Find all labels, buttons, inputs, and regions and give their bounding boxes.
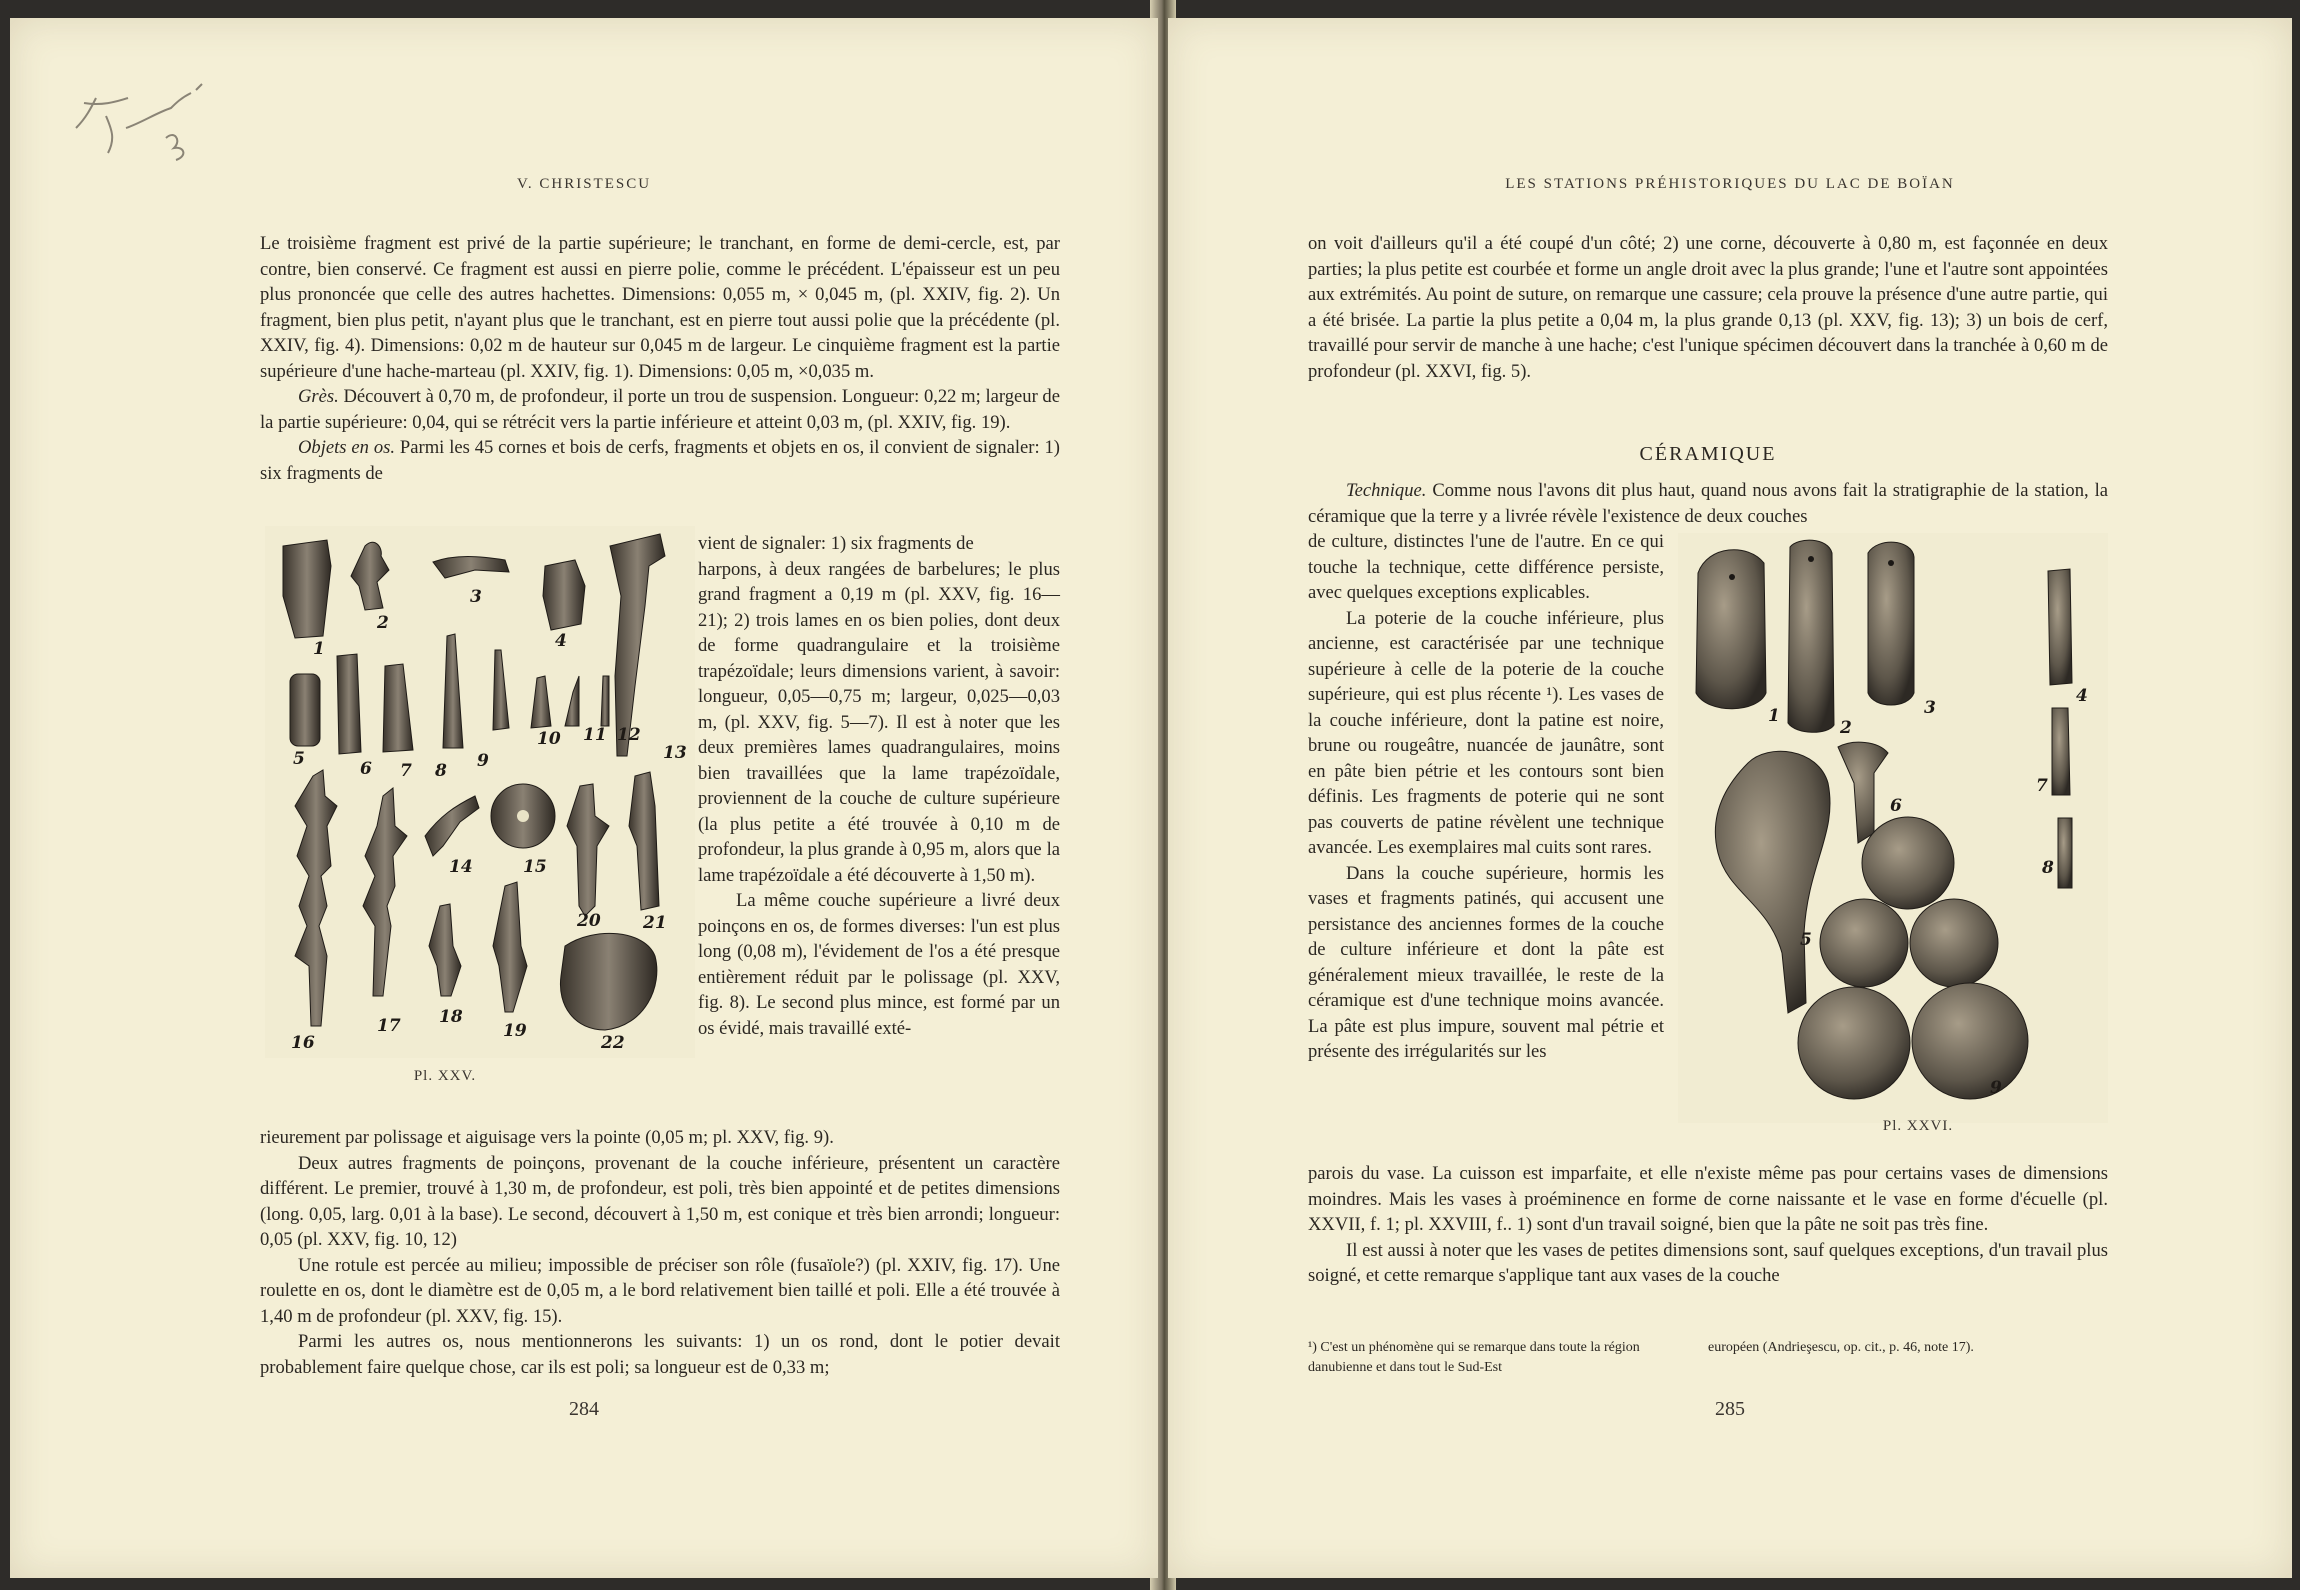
- fig-no-22: 22: [601, 1033, 625, 1053]
- fig-no-18: 18: [439, 1007, 463, 1027]
- paragraph: La même couche supérieure a livré deux poinçons en os, de formes diverses: l'un est plus long (0,08 m), l'évidement de l'os a été presque entièrement réduit par le polissage (pl. XXV, fig. 8). Le second plus mince, est formé par un os évidé, mais travaillé exté-: [698, 890, 1060, 1039]
- fig-no-7: 7: [2036, 776, 2048, 796]
- plate-caption: Pl. XXV.: [413, 1068, 477, 1084]
- right-side-text: [1308, 529, 1664, 1065]
- fig-no-2: 2: [1840, 718, 1852, 738]
- fig-no-14: 14: [449, 857, 473, 877]
- fig-no-1: 1: [313, 639, 325, 659]
- plate-xxvi: [1678, 533, 2108, 1123]
- fig-no-6: 6: [360, 759, 372, 779]
- fig-no-9: 9: [1990, 1078, 2002, 1098]
- fig-no-5: 5: [293, 749, 305, 769]
- paragraph: Une rotule est percée au milieu; impossible de préciser son rôle (fusaïole?) (pl. XXIV, fig. 17). Une roulette en os, dont le diamètre est de 0,05 m, a le bord relativement bien taillé et poli. Elle a été trouvée à 1,40 m de profondeur (pl. XXV, fig. 15).: [260, 1254, 1060, 1327]
- paragraph-os: Objets en os. Parmi les 45 cornes et bois de cerfs, fragments et objets en os, il convient de signaler: 1) six fragments de: [260, 437, 1060, 484]
- left-page: [10, 18, 1158, 1578]
- fig-no-16: 16: [291, 1033, 315, 1053]
- fig-no-12: 12: [617, 725, 641, 745]
- fig-no-4: 4: [555, 631, 567, 651]
- running-head: V. CHRISTESCU: [516, 176, 652, 192]
- right-top-text: [1308, 231, 2108, 384]
- paragraph: Dans la couche supérieure, hormis les vases et fragments patinés, qui accusent une persistance des anciennes formes de la couche de culture inférieure et dont la pâte est généralement mieux travaillée, le reste de la céramique est d'une technique moins avancée. La pâte est plus impure, souvent mal pétrie et présente des irrégularités sur les: [1308, 862, 1664, 1062]
- paragraph-gres: Grès. Découvert à 0,70 m, de profondeur, il porte un trou de suspension. Longueur: 0,22 m; largeur de la partie supérieure: 0,04, qui se rétrécit vers la partie inférieure et atteint 0,03 m, (pl. XXIV, fig. 19).: [260, 386, 1060, 433]
- paragraph: de culture, distinctes l'une de l'autre. En ce qui touche la technique, cette différence persiste, avec quelques exceptions explicables.: [1308, 531, 1664, 603]
- left-side-text: [698, 531, 1060, 1041]
- page-number: 285: [1715, 1398, 1745, 1420]
- fig-no-15: 15: [523, 857, 547, 877]
- fig-no-1: 1: [1768, 706, 1780, 726]
- section-title: CÉRAMIQUE: [1639, 443, 1777, 465]
- fig-no-3: 3: [1924, 698, 1936, 718]
- running-head: LES STATIONS PRÉHISTORIQUES DU LAC DE BOÏAN: [1505, 176, 1955, 192]
- fig-no-3: 3: [470, 587, 482, 607]
- right-page: [1168, 18, 2292, 1578]
- fig-no-19: 19: [503, 1021, 527, 1041]
- italic-label: Objets en os.: [298, 437, 396, 458]
- paragraph: harpons, à deux rangées de barbelures; le plus grand fragment a 0,19 m (pl. XXV, fig. 16—21); 2) trois lames en os bien polies, dont deux de forme quadrangulaire et la troisième trapézoïdale; leurs dimensions varient, à savoir: longueur, 0,05—0,75 m; largeur, 0,025—0,03 m, (pl. XXV, fig. 5—7). Il est à noter que les deux premières lames quadrangulaires, moins bien travaillées que la lame trapézoïdale, proviennent de la couche de culture supérieure (la plus petite a été trouvée à 0,10 m de profondeur, la plus grande à 0,95 m, alors que la lame trapézoïdale a été découverte à 1,50 m).: [698, 558, 1060, 886]
- fig-no-2: 2: [377, 613, 389, 633]
- paragraph: Deux autres fragments de poinçons, provenant de la couche inférieure, présentent un caractère différent. Le premier, trouvé à 1,30 m, de profondeur, est poli, très bien appointé et de petites dimensions (long. 0,05, larg. 0,01 à la base). Le second, découvert à 1,50 m, est conique et très bien arrondi; longueur: 0,05 (pl. XXV, fig. 10, 12): [260, 1152, 1060, 1250]
- paragraph: Le troisième fragment est privé de la partie supérieure; le tranchant, en forme de demi-cercle, est, par contre, bien conservé. Ce fragment est aussi en pierre polie, comme le précédent. L'épaisseur est un peu plus prononcée que celle des autres hachettes. Dimensions: 0,055 m, × 0,045 m, (pl. XXIV, fig. 2). Un fragment, bien plus petit, n'ayant plus que le tranchant, est en pierre tout aussi polie que la précédente (pl. XXIV, fig. 4). Dimensions: 0,02 m de hauteur sur 0,045 m de largeur. Le cinquième fragment est la partie supérieure d'une hache-marteau (pl. XXIV, fig. 1). Dimensions: 0,05 m, ×0,035 m.: [260, 233, 1060, 382]
- left-bottom-text: [260, 1125, 1060, 1380]
- plate-xxv-image: [265, 526, 695, 1058]
- paragraph: La poterie de la couche inférieure, plus ancienne, est caractérisée par une technique supérieure à celle de la poterie de la couche supérieure, qui est plus récente ¹). Les vases de la couche inférieure, dont la patine est noire, brune ou rougeâtre, nuancée de jaunâtre, sont en pâte bien pétrie et les contours sont bien définis. Les fragments de poterie qui ne sont pas couverts de patine révèlent une technique avancée. Les exemplaires mal cuits sont rares.: [1308, 607, 1664, 858]
- fig-no-17: 17: [377, 1016, 401, 1036]
- paragraph: on voit d'ailleurs qu'il a été coupé d'un côté; 2) une corne, découverte à 0,80 m, est façonnée en deux parties; la plus petite est courbée et forme un angle droit avec la plus grande; l'une et l'autre sont appointées aux extrémités. Au point de suture, on remarque une cassure; cela prouve la présence d'une autre partie, qui a été brisée. La partie la plus petite a 0,04 m, la plus grande 0,13 (pl. XXV, fig. 13); 3) un bois de cerf, travaillé pour servir de manche à une hache; c'est l'unique spécimen découvert dans la tranchée à 0,60 m de profondeur (pl. XXVI, fig. 5).: [1308, 233, 2108, 382]
- plate-caption: Pl. XXVI.: [1882, 1118, 1954, 1134]
- footnote-right: européen (Andrieşescu, op. cit., p. 46, note 17).: [1708, 1340, 1974, 1355]
- fig-no-7: 7: [400, 761, 412, 781]
- italic-label: Technique.: [1346, 480, 1427, 501]
- plate-xxv: [265, 526, 695, 1058]
- paragraph-technique: Technique. Comme nous l'avons dit plus haut, quand nous avons fait la stratigraphie de la station, la céramique que la terre y a livrée révèle l'existence de deux couches: [1308, 480, 2108, 527]
- fig-no-8: 8: [435, 761, 447, 781]
- italic-label: Grès.: [298, 386, 339, 407]
- paragraph: Parmi les autres os, nous mentionnerons les suivants: 1) un os rond, dont le potier devait probablement faire quelque chose, car ils est poli; sa longueur est de 0,33 m;: [260, 1331, 1060, 1378]
- paragraph: vient de signaler: 1) six fragments de: [698, 533, 974, 554]
- left-top-text: [260, 231, 1060, 486]
- right-technique-text: [1308, 478, 2108, 529]
- fig-no-10: 10: [537, 729, 561, 749]
- fig-no-9: 9: [477, 751, 489, 771]
- fig-no-11: 11: [583, 725, 607, 745]
- fig-no-13: 13: [663, 743, 687, 763]
- right-bottom-text: [1308, 1161, 2108, 1289]
- fig-no-5: 5: [1800, 930, 1812, 950]
- fig-no-6: 6: [1890, 796, 1902, 816]
- fig-no-4: 4: [2076, 686, 2088, 706]
- footnote-left: ¹) C'est un phénomène qui se remarque dans toute la région danubienne et dans tout le Sud-Est: [1308, 1340, 1640, 1375]
- paragraph: rieurement par polissage et aiguisage vers la pointe (0,05 m; pl. XXV, fig. 9).: [260, 1127, 834, 1148]
- paragraph: Il est aussi à noter que les vases de petites dimensions sont, sauf quelques exceptions, d'un travail plus soigné, et cette remarque s'applique tant aux vases de la couche: [1308, 1239, 2108, 1286]
- fig-no-8: 8: [2042, 858, 2054, 878]
- plate-xxvi-image: [1678, 533, 2108, 1123]
- fig-no-21: 21: [643, 913, 667, 933]
- page-number: 284: [569, 1398, 599, 1420]
- handwritten-signature: [56, 68, 236, 178]
- paragraph: parois du vase. La cuisson est imparfaite, et elle n'existe même pas pour certains vases de dimensions moindres. Mais les vases à proéminence en forme de corne naissante et le vase en forme d'écuelle (pl. XXVII, f. 1; pl. XXVIII, f.. 1) sont d'un travail soigné, bien que la pâte ne soit pas très fine.: [1308, 1163, 2108, 1235]
- fig-no-20: 20: [577, 911, 601, 931]
